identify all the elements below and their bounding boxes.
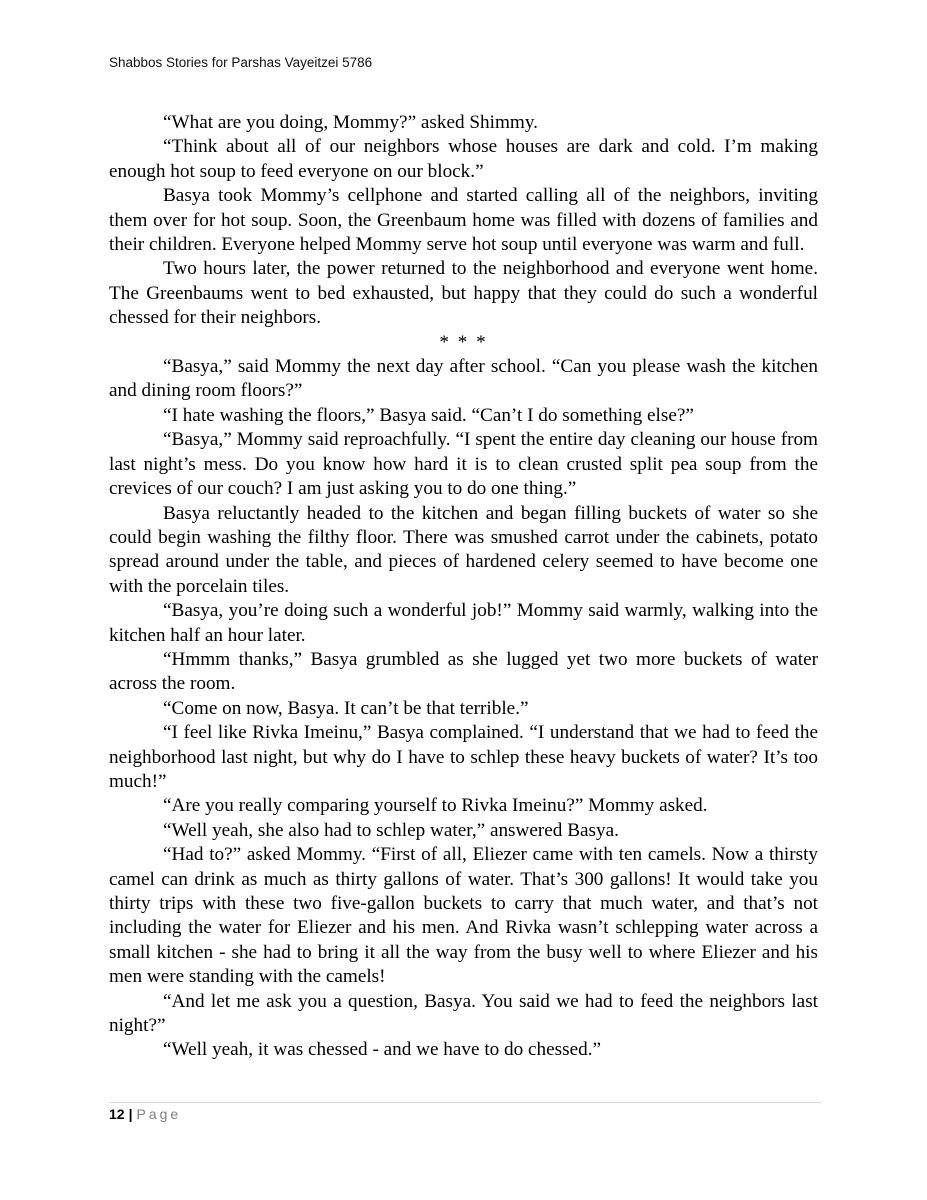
paragraph: Basya took Mommy’s cellphone and started calling all of the neighbors, inviting them over for hot soup. Soon, the Greenbaum home was filled with dozens of families and their children. Everyone helped Mommy serve hot soup until everyone was warm and full.	[109, 185, 818, 256]
paragraph: Two hours later, the power returned to the neighborhood and everyone went home. The Greenbaums went to bed exhausted, but happy that they could do such a wonderful chessed for their neighbors.	[109, 258, 818, 329]
paragraph: “Well yeah, it was chessed - and we have to do chessed.”	[163, 1039, 602, 1061]
page-footer	[109, 1106, 181, 1122]
paragraph: “I hate washing the floors,” Basya said. “Can’t I do something else?”	[163, 404, 694, 426]
footer-divider	[109, 1102, 821, 1103]
paragraph: “And let me ask you a question, Basya. You said we had to feed the neighbors last night?”	[109, 990, 818, 1037]
page-number: 12	[109, 1106, 125, 1122]
paragraph: “Basya, you’re doing such a wonderful job!” Mommy said warmly, walking into the kitchen half an hour later.	[109, 600, 818, 646]
footer-separator: |	[128, 1106, 133, 1122]
story-text	[109, 111, 818, 1063]
paragraph: “What are you doing, Mommy?” asked Shimmy.	[163, 112, 538, 133]
paragraph: Basya reluctantly headed to the kitchen and began filling buckets of water so she could begin washing the filthy floor. There was smushed carrot under the cabinets, potato spread around under the table, and pieces of hardened celery seemed to have become one with the porcelain tiles.	[109, 502, 818, 597]
paragraph: “Are you really comparing yourself to Rivka Imeinu?” Mommy asked.	[163, 795, 708, 817]
section-separator: * * *	[439, 331, 488, 353]
paragraph: “I feel like Rivka Imeinu,” Basya complained. “I understand that we had to feed the neighborhood last night, but why do I have to schlep these heavy buckets of water? It’s too much!”	[109, 722, 818, 792]
paragraph: “Come on now, Basya. It can’t be that terrible.”	[163, 697, 529, 719]
paragraph: “Think about all of our neighbors whose houses are dark and cold. I’m making enough hot soup to feed everyone on our block.”	[109, 136, 818, 182]
paragraph: “Hmmm thanks,” Basya grumbled as she lugged yet two more buckets of water across the room.	[109, 648, 818, 695]
paragraph: “Well yeah, she also had to schlep water,” answered Basya.	[163, 819, 619, 841]
paragraph: “Basya,” said Mommy the next day after school. “Can you please wash the kitchen and dining room floors?”	[109, 356, 818, 402]
running-header: Shabbos Stories for Parshas Vayeitzei 5786	[109, 55, 373, 70]
paragraph: “Had to?” asked Mommy. “First of all, Eliezer came with ten camels. Now a thirsty camel can drink as much as thirty gallons of water. That’s 300 gallons! It would take you thirty trips with these two five-gallon buckets to carry that much water, and that’s not including the water for Eliezer and his men. And Rivka wasn’t schlepping water across a small kitchen - she had to bring it all the way from the busy well to where Eliezer and his men were standing with the camels!	[109, 844, 818, 988]
page-label: Page	[136, 1106, 182, 1122]
paragraph: “Basya,” Mommy said reproachfully. “I spent the entire day cleaning our house from last night’s mess. Do you know how hard it is to clean crusted split pea soup from the crevices of our couch? I am just asking you to do one thing.”	[109, 429, 818, 500]
